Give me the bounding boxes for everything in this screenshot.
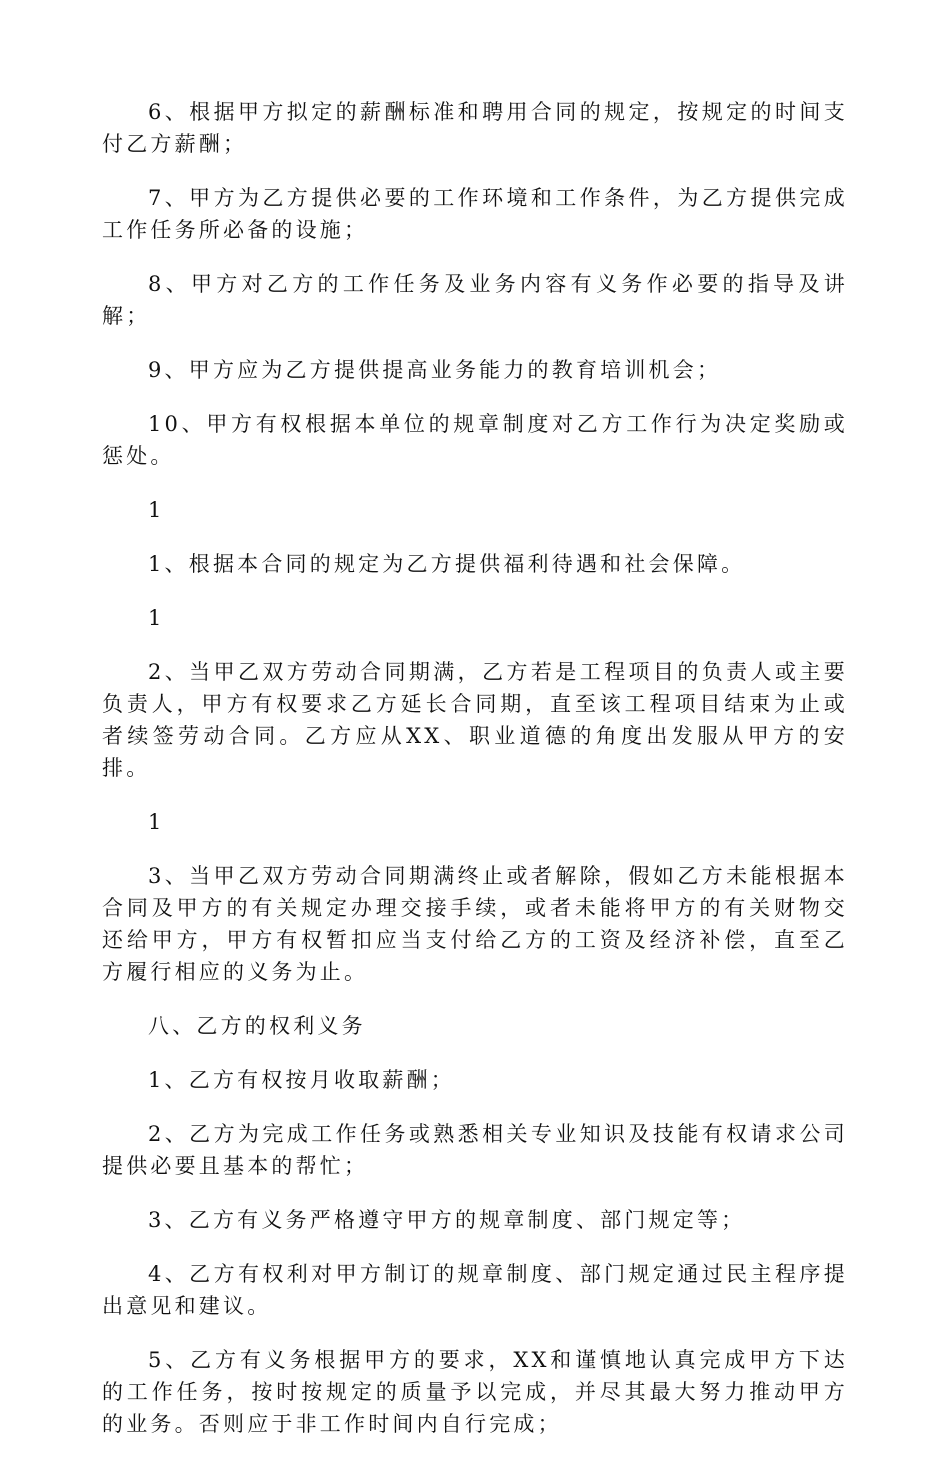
clause-7-work-environment: 7、甲方为乙方提供必要的工作环境和工作条件，为乙方提供完成工作任务所必备的设施；: [102, 186, 848, 242]
marker-1-b: 1: [148, 606, 165, 630]
clause-3-handover: 3、当甲乙双方劳动合同期满终止或者解除，假如乙方未能根据本合同及甲方的有关规定办理交接手续，或者未能将甲方的有关财物交还给甲方，甲方有权暂扣应当支付给乙方的工资及经济补偿，直至乙方履行相应的义务为止。: [102, 864, 848, 984]
party-b-clause-5: 5、乙方有义务根据甲方的要求，XX和谨慎地认真完成甲方下达的工作任务，按时按规定的质量予以完成，并尽其最大努力推动甲方的业务。否则应于非工作时间内自行完成；: [102, 1348, 848, 1436]
marker-1-c: 1: [148, 810, 165, 834]
clause-8-guidance: 8、甲方对乙方的工作任务及业务内容有义务作必要的指导及讲解；: [102, 272, 848, 328]
document-body: [102, 96, 848, 1462]
clause-10-rewards-penalties: 10、甲方有权根据本单位的规章制度对乙方工作行为决定奖励或惩处。: [102, 412, 848, 468]
clause-9-training: 9、甲方应为乙方提供提高业务能力的教育培训机会；: [148, 358, 722, 382]
party-b-clause-4: 4、乙方有权利对甲方制订的规章制度、部门规定通过民主程序提出意见和建议。: [102, 1262, 848, 1318]
party-b-clause-3: 3、乙方有义务严格遵守甲方的规章制度、部门规定等；: [148, 1208, 746, 1232]
clause-2-contract-extension: 2、当甲乙双方劳动合同期满，乙方若是工程项目的负责人或主要负责人，甲方有权要求乙方延长合同期，直至该工程项目结束为止或者续签劳动合同。乙方应从XX、职业道德的角度出发服从甲方的安排。: [102, 660, 848, 780]
clause-6-salary-payment: 6、根据甲方拟定的薪酬标准和聘用合同的规定，按规定的时间支付乙方薪酬；: [102, 100, 848, 156]
section-heading-party-b-rights: 八、乙方的权利义务: [148, 1014, 366, 1038]
marker-1-a: 1: [148, 498, 165, 522]
clause-1-welfare: 1、根据本合同的规定为乙方提供福利待遇和社会保障。: [148, 552, 746, 576]
party-b-clause-1: 1、乙方有权按月收取薪酬；: [148, 1068, 455, 1092]
party-b-clause-2: 2、乙方为完成工作任务或熟悉相关专业知识及技能有权请求公司提供必要且基本的帮忙；: [102, 1122, 848, 1178]
